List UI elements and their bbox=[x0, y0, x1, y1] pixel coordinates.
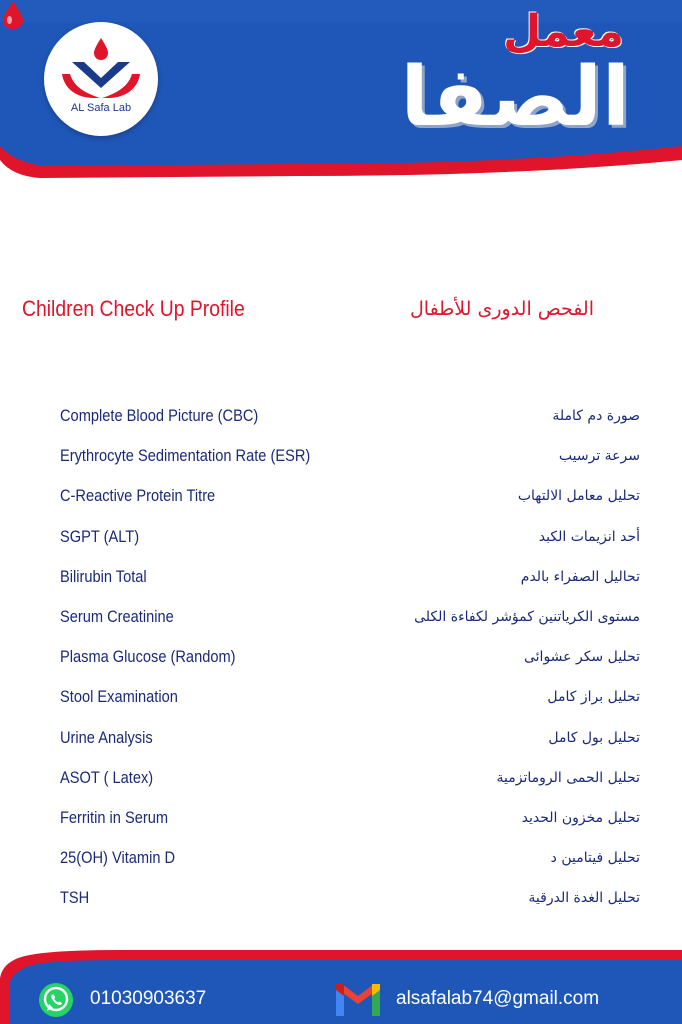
profile-title-english: Children Check Up Profile bbox=[22, 296, 245, 321]
test-name-arabic: تحليل براز كامل bbox=[547, 689, 640, 706]
test-row bbox=[0, 645, 682, 685]
brand-subtitle: معمل bbox=[503, 6, 624, 57]
profile-title-arabic: الفحص الدورى للأطفال bbox=[409, 298, 594, 320]
phone-number[interactable]: 01030903637 bbox=[90, 988, 207, 1009]
test-name-english: Plasma Glucose (Random) bbox=[60, 647, 236, 667]
test-row bbox=[0, 484, 682, 524]
test-row bbox=[0, 766, 682, 806]
email-address[interactable]: alsafalab74@gmail.com bbox=[396, 988, 600, 1009]
test-row bbox=[0, 565, 682, 605]
test-name-arabic: تحليل الغدة الدرقية bbox=[528, 890, 640, 907]
test-name-arabic: مستوى الكرياتنين كمؤشر لكفاءة الكلى bbox=[414, 608, 640, 625]
test-row bbox=[0, 726, 682, 766]
test-row bbox=[0, 886, 682, 926]
test-name-english: C-Reactive Protein Titre bbox=[60, 486, 216, 506]
test-row bbox=[0, 685, 682, 725]
test-name-english: Erythrocyte Sedimentation Rate (ESR) bbox=[60, 446, 311, 466]
test-name-arabic: تحليل بول كامل bbox=[548, 729, 640, 746]
test-name-arabic: تحليل معامل الالتهاب bbox=[517, 488, 640, 505]
test-row bbox=[0, 806, 682, 846]
test-name-arabic: تحليل مخزون الحديد bbox=[521, 809, 640, 826]
gmail-icon[interactable] bbox=[334, 982, 382, 1018]
test-name-arabic: تحليل سكر عشوائى bbox=[523, 649, 640, 666]
test-name-english: Serum Creatinine bbox=[60, 606, 174, 626]
test-row bbox=[0, 605, 682, 645]
test-row bbox=[0, 404, 682, 444]
test-name-arabic: تحليل الحمى الروماتزمية bbox=[496, 769, 640, 786]
test-name-arabic: أحد انزيمات الكبد bbox=[538, 528, 640, 545]
test-name-arabic: سرعة ترسيب bbox=[558, 448, 640, 465]
test-name-arabic: صورة دم كاملة bbox=[552, 408, 640, 424]
test-row bbox=[0, 525, 682, 565]
test-name-english: Bilirubin Total bbox=[60, 566, 147, 586]
tests-list bbox=[0, 404, 682, 926]
test-row bbox=[0, 444, 682, 484]
test-name-arabic: تحليل فيتامين د bbox=[550, 850, 640, 867]
test-name-english: Ferritin in Serum bbox=[60, 807, 169, 827]
header-banner bbox=[0, 0, 682, 200]
logo-text: AL Safa Lab bbox=[70, 102, 132, 114]
test-name-english: TSH bbox=[60, 888, 90, 908]
whatsapp-icon[interactable] bbox=[38, 982, 74, 1018]
test-row bbox=[0, 846, 682, 886]
test-name-english: SGPT (ALT) bbox=[60, 526, 140, 546]
test-name-english: Urine Analysis bbox=[60, 727, 153, 747]
logo-hands-icon bbox=[44, 22, 158, 136]
test-name-english: ASOT ( Latex) bbox=[60, 767, 154, 787]
blood-drop-icon bbox=[0, 0, 26, 30]
test-name-english: 25(OH) Vitamin D bbox=[60, 848, 176, 868]
test-name-english: Complete Blood Picture (CBC) bbox=[60, 406, 259, 425]
test-name-english: Stool Examination bbox=[60, 687, 178, 707]
lab-logo bbox=[44, 22, 158, 136]
brand-title: الصفا bbox=[400, 50, 630, 145]
test-name-arabic: تحاليل الصفراء بالدم bbox=[520, 568, 640, 585]
